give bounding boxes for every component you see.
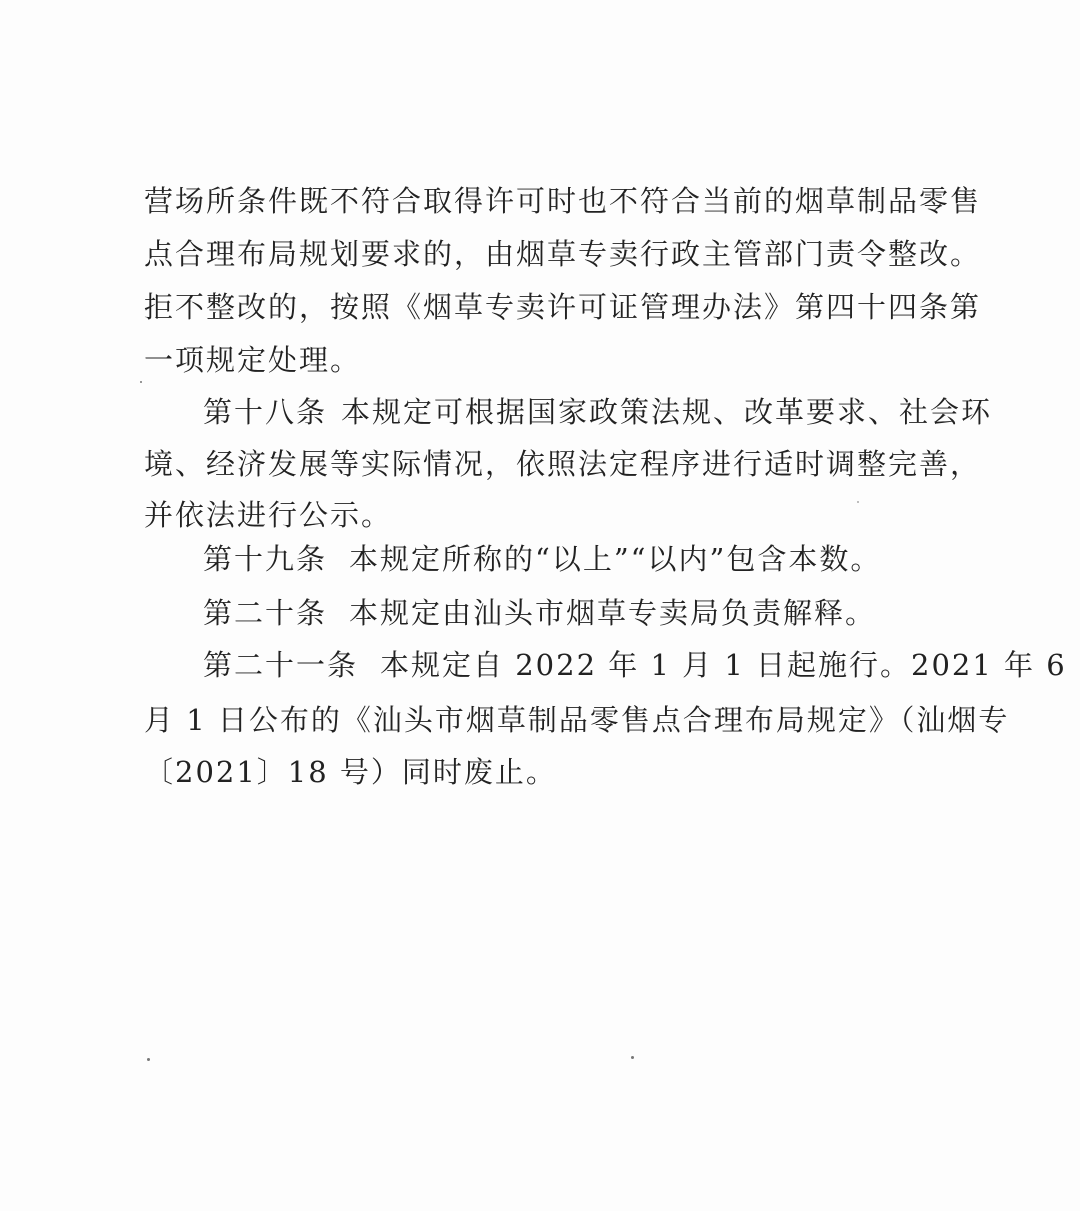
article-19-line — [203, 539, 881, 579]
paragraph-line-3: 拒不整改的，按照《烟草专卖许可证管理办法》第四十四条第 — [144, 290, 982, 324]
paragraph-line-4: 一项规定处理。 — [144, 343, 362, 377]
article-21-line-1 — [203, 645, 1067, 685]
article-18-heading: 第十八条 — [203, 395, 328, 429]
scan-speck — [147, 1058, 150, 1061]
article-19-heading: 第十九条 — [203, 542, 328, 576]
article-19-text: 本规定所称的“以上”“以内”包含本数。 — [349, 542, 882, 576]
scan-speck — [631, 1056, 634, 1059]
paragraph-line-1: 营场所条件既不符合取得许可时也不符合当前的烟草制品零售 — [144, 184, 982, 218]
article-20-line — [203, 593, 876, 633]
article-20-heading: 第二十条 — [203, 596, 328, 630]
article-20-text: 本规定由汕头市烟草专卖局负责解释。 — [349, 596, 877, 630]
article-18-line-1 — [203, 392, 992, 432]
scan-speck — [857, 501, 859, 503]
article-18-text-1: 本规定可根据国家政策法规、改革要求、社会环 — [341, 395, 993, 429]
article-18-line-3: 并依法进行公示。 — [144, 498, 393, 532]
article-21-line-3: 〔2021〕18 号）同时废止。 — [144, 755, 557, 789]
scan-speck — [140, 381, 142, 383]
article-18-line-2: 境、经济发展等实际情况，依照法定程序进行适时调整完善， — [144, 447, 982, 481]
article-21-line-2: 月 1 日公布的《汕头市烟草制品零售点合理布局规定》（汕烟专 — [144, 703, 1010, 737]
article-21-heading: 第二十一条 — [203, 648, 359, 682]
article-21-text-1: 本规定自 2022 年 1 月 1 日起施行。2021 年 6 — [380, 648, 1067, 682]
paragraph-line-2: 点合理布局规划要求的，由烟草专卖行政主管部门责令整改。 — [144, 237, 982, 271]
